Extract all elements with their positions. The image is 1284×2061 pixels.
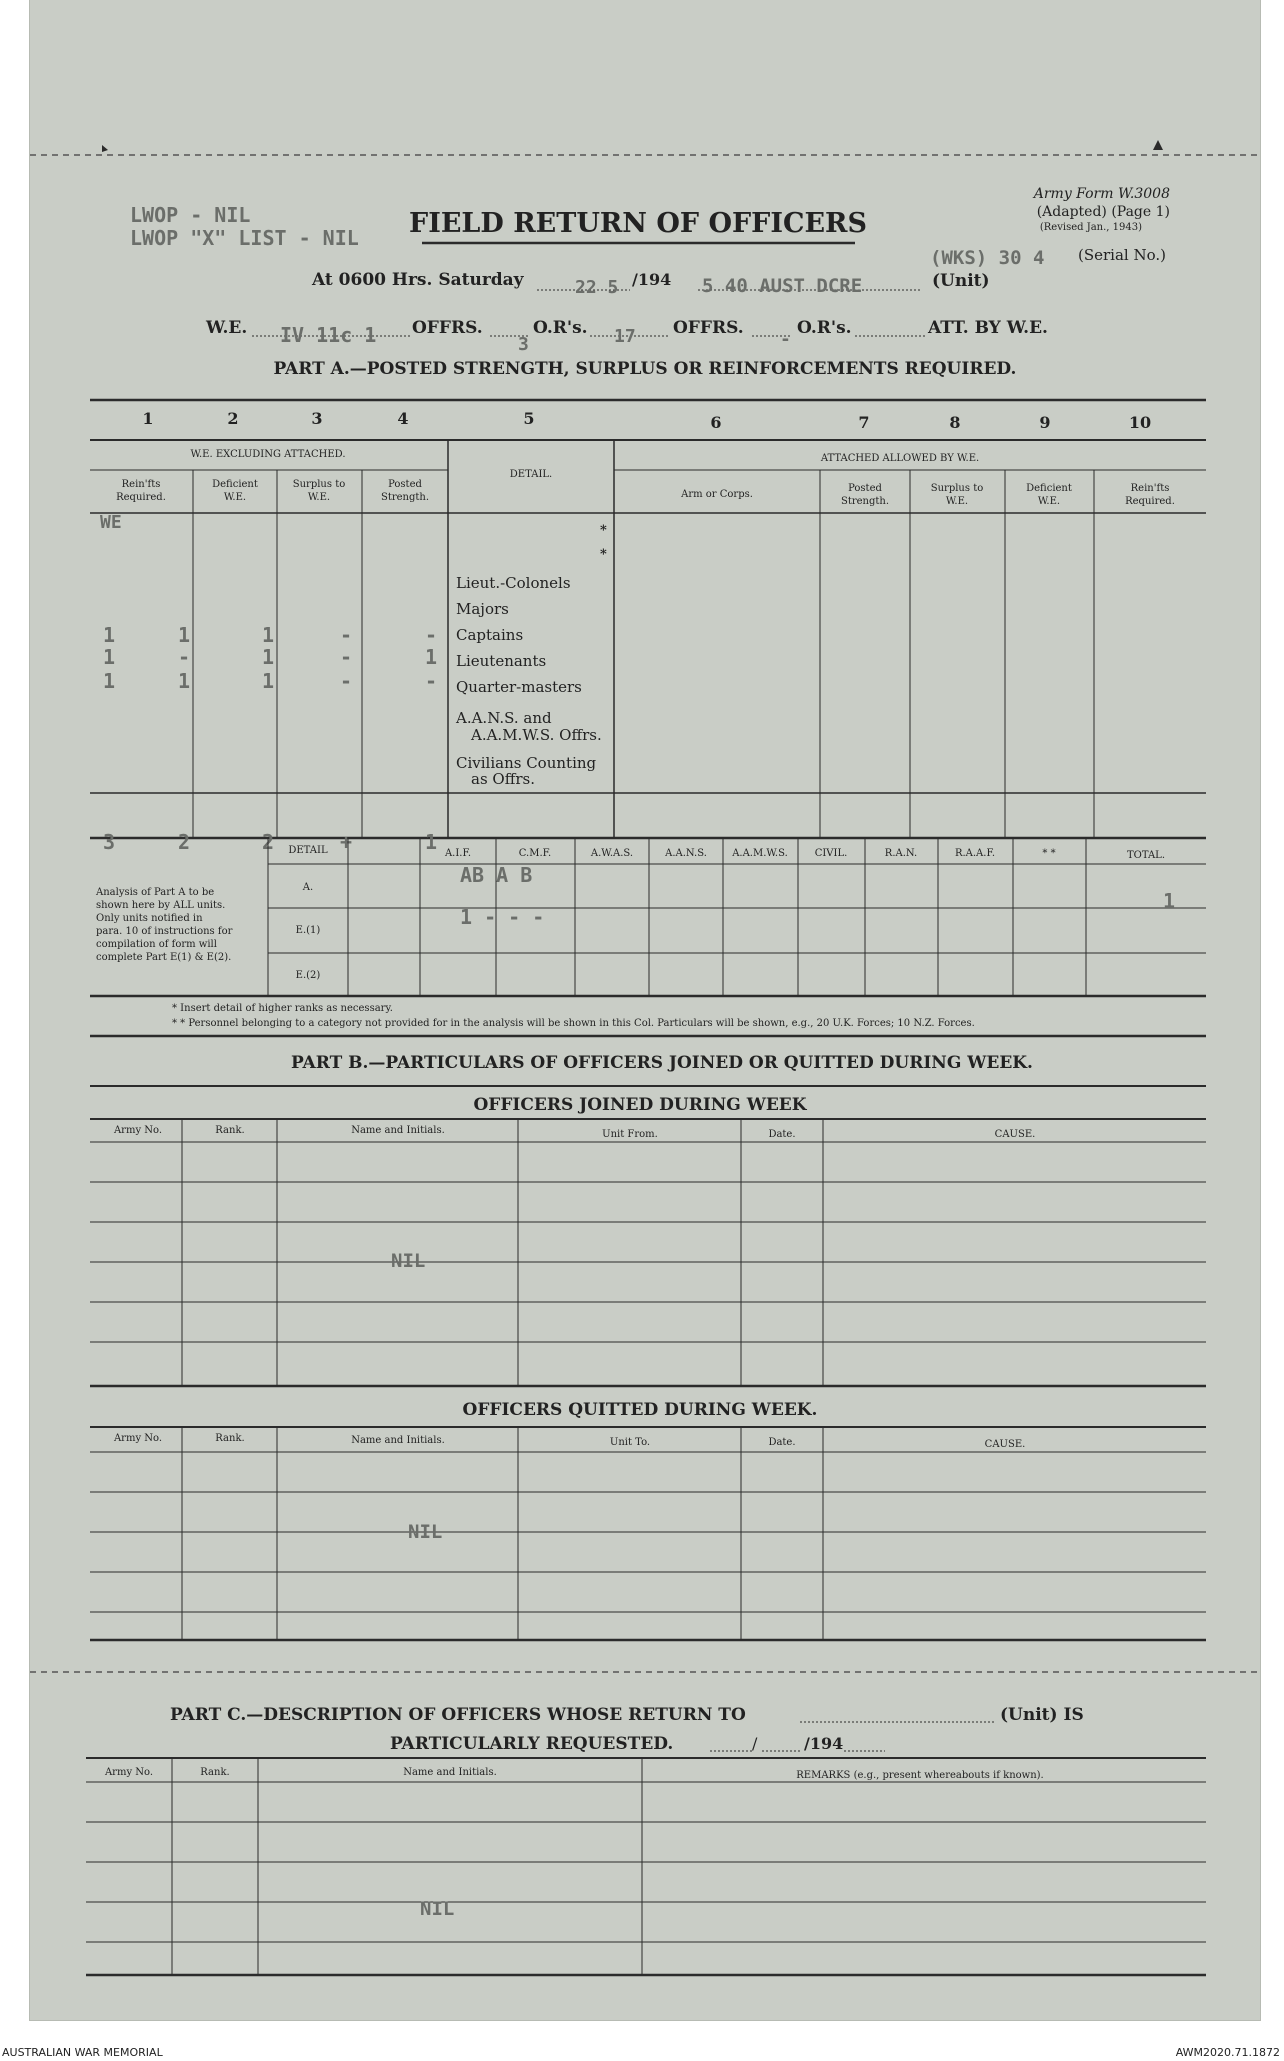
form-sheet [30,0,1260,2020]
offrs-label-1: OFFRS. [412,318,483,338]
svg-text:Surplus to: Surplus to [292,479,346,490]
credit-bar [0,2044,1284,2061]
svg-text:R.A.A.F.: R.A.A.F. [954,848,996,859]
svg-text:Strength.: Strength. [380,492,430,503]
svg-text:A.I.F.: A.I.F. [444,848,472,859]
rank-civilians-2: as Offrs. [471,770,535,788]
svg-text:2: 2 [262,830,275,854]
form-id-line1: Army Form W.3008 [1033,186,1170,202]
analysis-row-heads [296,882,321,981]
svg-text:Rank.: Rank. [215,1125,245,1136]
part-b-title: PART B.—PARTICULARS OF OFFICERS JOINED OR QUITTED DURING WEEK. [291,1053,1033,1073]
svg-text:Unit From.: Unit From. [602,1129,658,1140]
svg-text:2: 2 [178,830,191,854]
pin-mark-left [102,145,108,152]
form-title: FIELD RETURN OF OFFICERS [409,208,867,239]
analysis-col-heads [444,848,1165,861]
ors-label-2: O.R's. [797,318,852,338]
rank-lieutenants: Lieutenants [456,652,547,670]
svg-text:10: 10 [1128,413,1152,432]
analysis-note [95,887,233,963]
quitted-title: OFFICERS QUITTED DURING WEEK. [462,1400,818,1420]
svg-text:Rank.: Rank. [200,1767,230,1778]
typed-unit: (WKS) 30 4 [930,247,1045,269]
analysis-detail-head: DETAIL [288,845,328,856]
typed-ors-1: 3 [518,334,529,355]
svg-text:5: 5 [523,409,535,428]
svg-text:Name and Initials.: Name and Initials. [351,1435,445,1446]
svg-text:Strength.: Strength. [840,496,890,507]
credit-right: AWM2020.71.1872 [1175,2046,1280,2059]
typed-analysis-total: 1 [1163,889,1176,913]
svg-text:Deficient: Deficient [212,479,258,490]
svg-text:+: + [340,830,353,854]
footnote-1: * Insert detail of higher ranks as necessary. [172,1003,393,1014]
svg-text:TOTAL.: TOTAL. [1126,850,1166,861]
form-id-line3: (Revised Jan., 1943) [1039,222,1142,233]
detail-head: DETAIL. [509,469,553,480]
svg-text:Required.: Required. [1125,496,1175,507]
svg-text:CAUSE.: CAUSE. [994,1129,1036,1140]
att-by-we-label: ATT. BY W.E. [928,318,1048,338]
svg-text:Only units notified in: Only units notified in [96,913,203,924]
typed-ors-2: 17 [614,326,636,347]
svg-text:2: 2 [227,409,239,428]
svg-text:A.A.M.W.S.: A.A.M.W.S. [732,848,788,859]
svg-text:Posted: Posted [848,483,882,494]
svg-text:3: 3 [103,830,116,854]
svg-text:1: 1 [262,623,275,647]
ors-label-1: O.R's. [533,318,588,338]
rank-quarter-masters: Quarter-masters [456,678,582,696]
svg-text:4: 4 [397,409,409,428]
serial-label: (Serial No.) [1078,246,1166,264]
svg-text:shown here by ALL units.: shown here by ALL units. [96,900,226,911]
svg-text:C.M.F.: C.M.F. [518,848,552,859]
svg-text:complete Part E(1) & E(2).: complete Part E(1) & E(2). [96,952,232,963]
svg-text:Name and Initials.: Name and Initials. [403,1767,497,1778]
svg-text:CAUSE.: CAUSE. [984,1439,1026,1450]
svg-text:WE: WE [100,512,122,533]
offrs-label-2: OFFRS. [673,318,744,338]
svg-text:Date.: Date. [768,1129,796,1140]
part-c-col-heads [104,1767,1044,1781]
joined-table [90,1119,1206,1386]
rank-civilians-1: Civilians Counting [456,754,597,772]
svg-text:W.E.: W.E. [945,496,969,507]
part-c-nil: NIL [420,1898,455,1920]
svg-text:1: 1 [178,623,191,647]
svg-text:1: 1 [103,645,116,669]
svg-text:1: 1 [103,623,116,647]
svg-text:-: - [425,669,438,693]
svg-text:1: 1 [425,645,438,669]
svg-text:R.A.N.: R.A.N. [884,848,918,859]
svg-text:* *: * * [1042,848,1056,859]
svg-text:-: - [178,645,191,669]
svg-text:Army No.: Army No. [113,1125,163,1136]
svg-text:Date.: Date. [768,1437,796,1448]
svg-text:/: / [752,1734,758,1753]
svg-text:A.W.A.S.: A.W.A.S. [590,848,634,859]
part-c-year: /194 [804,1734,844,1753]
svg-text:Unit To.: Unit To. [609,1437,651,1448]
unit-label: (Unit) [932,271,990,291]
svg-text:1: 1 [178,669,191,693]
svg-text:Rein'fts: Rein'fts [121,479,161,490]
at-line-year: /194 [632,270,672,289]
svg-text:9: 9 [1039,413,1051,432]
attached-allowed: ATTACHED ALLOWED BY W.E. [820,453,980,464]
at-line-label: At 0600 Hrs. Saturday [312,270,524,290]
analysis-table [90,838,1206,996]
quitted-table [90,1427,1206,1640]
part-a-table [90,400,1206,838]
column-numbers [142,409,1151,432]
part-c-title-a: PART C.—DESCRIPTION OF OFFICERS WHOSE RETURN TO [170,1705,746,1725]
joined-title: OFFICERS JOINED DURING WEEK [473,1095,807,1115]
asterisk-1: * [600,523,607,538]
svg-text:Rein'fts: Rein'fts [1130,483,1170,494]
svg-text:E.(1): E.(1) [295,925,321,936]
svg-text:-: - [425,623,438,647]
svg-text:E.(2): E.(2) [295,970,321,981]
part-c-table [86,1758,1206,1975]
army-form-w3008 [30,0,1260,2020]
credit-left: AUSTRALIAN WAR MEMORIAL [2,2046,163,2059]
svg-text:W.E.: W.E. [1037,496,1061,507]
svg-text:para. 10 of instructions for: para. 10 of instructions for [96,926,233,937]
joined-nil: NIL [391,1250,426,1272]
footnote-2: * * Personnel belonging to a category not provided for in the analysis will be shown in this Col. Particulars will be shown, e.g., 20 U.K. Forces; 10 N.Z. Forces. [172,1018,975,1029]
rank-list [455,574,602,788]
typed-unit-b: 5 40 AUST DCRE [702,275,863,297]
svg-text:CIVIL.: CIVIL. [814,848,848,859]
svg-text:Required.: Required. [116,492,166,503]
svg-text:1: 1 [142,409,154,428]
typed-date: 22 5 [575,277,619,298]
svg-text:1: 1 [262,645,275,669]
we-label: W.E. [206,318,248,338]
svg-text:-: - [340,645,353,669]
rank-captains: Captains [456,626,524,644]
svg-text:compilation of form will: compilation of form will [96,939,217,950]
rank-aans-2: A.A.M.W.S. Offrs. [471,726,602,744]
pin-mark-right [1153,140,1163,150]
svg-text:Deficient: Deficient [1026,483,1072,494]
typed-analysis-vals: 1 - - - [460,905,545,929]
svg-text:Posted: Posted [388,479,422,490]
typed-lwop-line2: LWOP "X" LIST - NIL [130,226,359,250]
svg-text:-: - [340,623,353,647]
typed-lwop-line1: LWOP - NIL [130,203,251,227]
part-a-title: PART A.—POSTED STRENGTH, SURPLUS OR REINFORCEMENTS REQUIRED. [273,359,1017,379]
svg-text:1: 1 [425,830,438,854]
we-excluding-attached: W.E. EXCLUDING ATTACHED. [190,449,346,460]
svg-text:7: 7 [858,413,870,432]
svg-text:-: - [340,669,353,693]
svg-text:1: 1 [103,669,116,693]
svg-text:Surplus to: Surplus to [930,483,984,494]
svg-text:Analysis of Part A to be: Analysis of Part A to be [96,887,215,898]
typed-ors-3: - [780,329,791,350]
svg-text:A.: A. [302,882,314,893]
rank-aans-1: A.A.N.S. and [456,709,552,727]
svg-text:8: 8 [949,413,961,432]
typed-we: IV 11c 1 [280,323,377,347]
left-col-heads [116,479,429,503]
svg-text:Arm or Corps.: Arm or Corps. [681,489,753,500]
svg-text:REMARKS (e.g., present whereab: REMARKS (e.g., present whereabouts if known). [796,1770,1044,1781]
svg-text:Name and Initials.: Name and Initials. [351,1125,445,1136]
joined-col-heads [113,1125,1035,1140]
quitted-nil: NIL [408,1521,443,1543]
part-c-title-c: PARTICULARLY REQUESTED. [390,1734,674,1754]
typed-analysis-ab: AB A B [460,863,533,887]
part-c-title-b: (Unit) IS [1000,1705,1084,1725]
svg-text:3: 3 [311,409,323,428]
typed-part-a-values [100,512,437,854]
svg-text:Army No.: Army No. [104,1767,154,1778]
svg-text:A.A.N.S.: A.A.N.S. [665,848,707,859]
svg-text:Rank.: Rank. [215,1433,245,1444]
svg-text:6: 6 [710,413,722,432]
right-col-heads [680,483,1175,507]
quitted-col-heads [113,1433,1025,1450]
rank-majors: Majors [456,600,509,618]
svg-text:1: 1 [262,669,275,693]
asterisk-2: * [600,547,607,562]
svg-text:W.E.: W.E. [223,492,247,503]
rank-lieut-colonels: Lieut.-Colonels [456,574,571,592]
svg-text:Army No.: Army No. [113,1433,163,1444]
svg-text:W.E.: W.E. [307,492,331,503]
form-id-line2: (Adapted) (Page 1) [1036,204,1170,220]
